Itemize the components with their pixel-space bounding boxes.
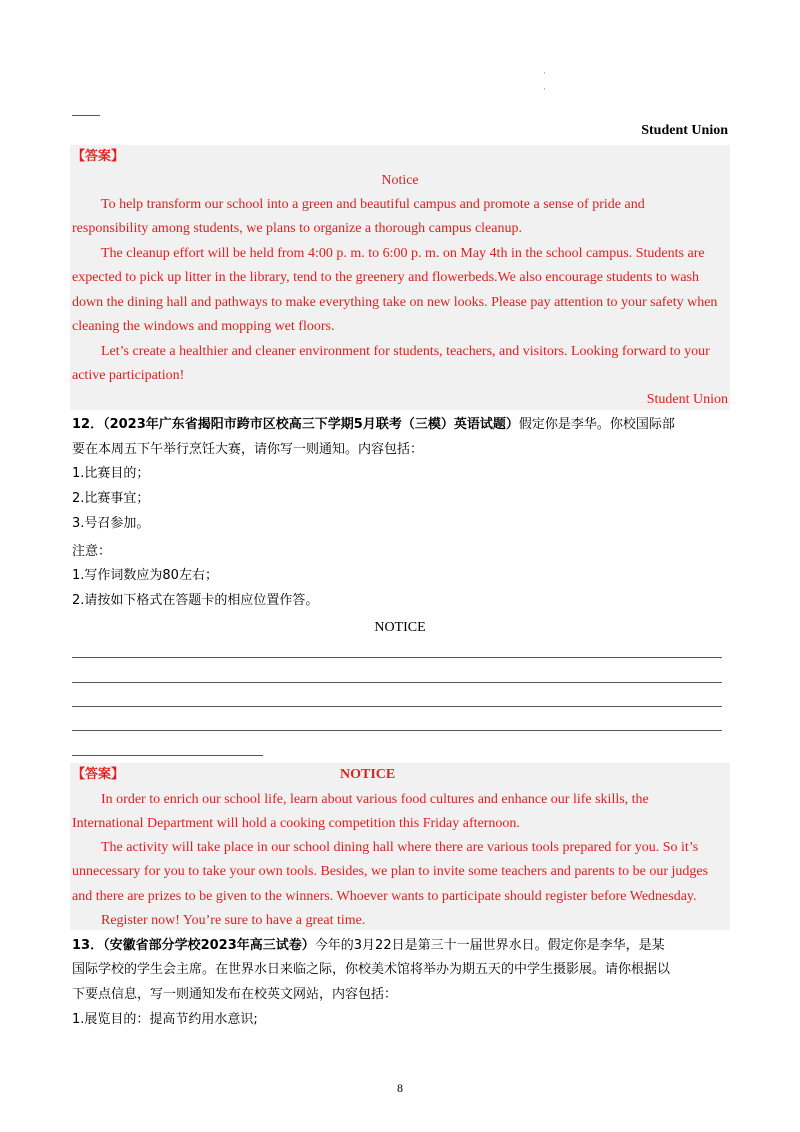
q13-source: （安徽省部分学校2023年高三试卷） xyxy=(103,938,315,953)
page-number: 8 xyxy=(397,1081,403,1095)
q13-prompt-line2: 国际学校的学生会主席。在世界水日来临之际，你校美术馆将举办为期五天的中学生摄影展。请你根据以 xyxy=(72,962,671,977)
answer1-line: cleaning the windows and mopping wet floors. xyxy=(72,319,335,334)
answer2-line: unnecessary for you to take your own tools. Besides, we plan to invite some teachers and parents to be our judges xyxy=(72,864,709,879)
short-answer-rule xyxy=(72,115,100,116)
writing-line xyxy=(72,682,722,683)
q13-point: 1.展览目的：提高节约用水意识; xyxy=(72,1012,258,1027)
writing-line xyxy=(72,755,263,756)
answer2-line: In order to enrich our school life, learn about various food cultures and enhance our life skills, the xyxy=(101,792,649,807)
writing-line xyxy=(72,657,722,658)
answer1-signature: Student Union xyxy=(646,392,728,407)
q12-point: 1.比赛目的； xyxy=(72,466,150,481)
writing-line xyxy=(72,730,722,731)
answer2-line: Register now! You’re sure to have a great time. xyxy=(101,913,366,928)
answer1-line: responsibility among students, we plans to organize a thorough campus cleanup. xyxy=(72,221,522,236)
q12-point: 2.比赛事宜； xyxy=(72,491,150,506)
scan-dot: · xyxy=(543,84,546,94)
answer1-line: To help transform our school into a green and beautiful campus and promote a sense of pride and xyxy=(101,197,645,212)
answer2-line: International Department will hold a cooking competition this Friday afternoon. xyxy=(72,816,520,831)
signature-top: Student Union xyxy=(641,123,728,138)
q12-source: （2023年广东省揭阳市跨市区校高三下学期5月联考（三模）英语试题） xyxy=(103,417,519,432)
answer1-label: 【答案】 xyxy=(72,149,125,164)
answer1-line: active participation! xyxy=(72,368,185,383)
answer2-line: and there are prizes to be given to the winners. Whoever wants to participate should register before Wednesday. xyxy=(72,889,697,904)
q12-point: 3.号召参加。 xyxy=(72,516,150,531)
q12-note-label: 注意： xyxy=(72,544,112,559)
q12-prompt-line2: 要在本周五下午举行烹饪大赛，请你写一则通知。内容包括： xyxy=(72,442,424,457)
q12-prompt-text: 假定你是李华。你校国际部 xyxy=(518,417,675,432)
answer2-title: NOTICE xyxy=(340,767,396,782)
writing-line xyxy=(72,706,722,707)
answer1-line: Let’s create a healthier and cleaner environment for students, teachers, and visitors. Looking forward to your xyxy=(101,344,710,359)
answer1-line: The cleanup effort will be held from 4:00 p. m. to 6:00 p. m. on May 4th in the school campus. Students are xyxy=(101,246,705,261)
q12-note: 2.请按如下格式在答题卡的相应位置作答。 xyxy=(72,593,319,608)
answer1-line: expected to pick up litter in the library, tend to the greenery and flowerbeds.We also encourage students to wash xyxy=(72,270,699,285)
q13-prompt-line3: 下要点信息，写一则通知发布在校英文网站，内容包括： xyxy=(72,987,398,1002)
q13-prompt-text: 今年的3月22日是第三十一届世界水日。假定你是李华，是某 xyxy=(314,938,665,953)
q12-prompt xyxy=(72,415,675,435)
answer2-label: 【答案】 xyxy=(72,767,125,782)
q13-prompt xyxy=(72,936,665,956)
q12-format-title: NOTICE xyxy=(374,620,426,635)
q12-note: 1.写作词数应为80左右； xyxy=(72,568,218,583)
answer2-line: The activity will take place in our school dining hall where there are various tools prepared for you. So it’s xyxy=(101,840,699,855)
q13-number: 13． xyxy=(72,938,104,953)
scan-dot: · xyxy=(543,68,546,78)
q12-number: 12． xyxy=(72,417,104,432)
answer1-line: down the dining hall and pathways to make everything take on new looks. Please pay attention to your safety when xyxy=(72,295,718,310)
answer1-title: Notice xyxy=(381,173,419,188)
